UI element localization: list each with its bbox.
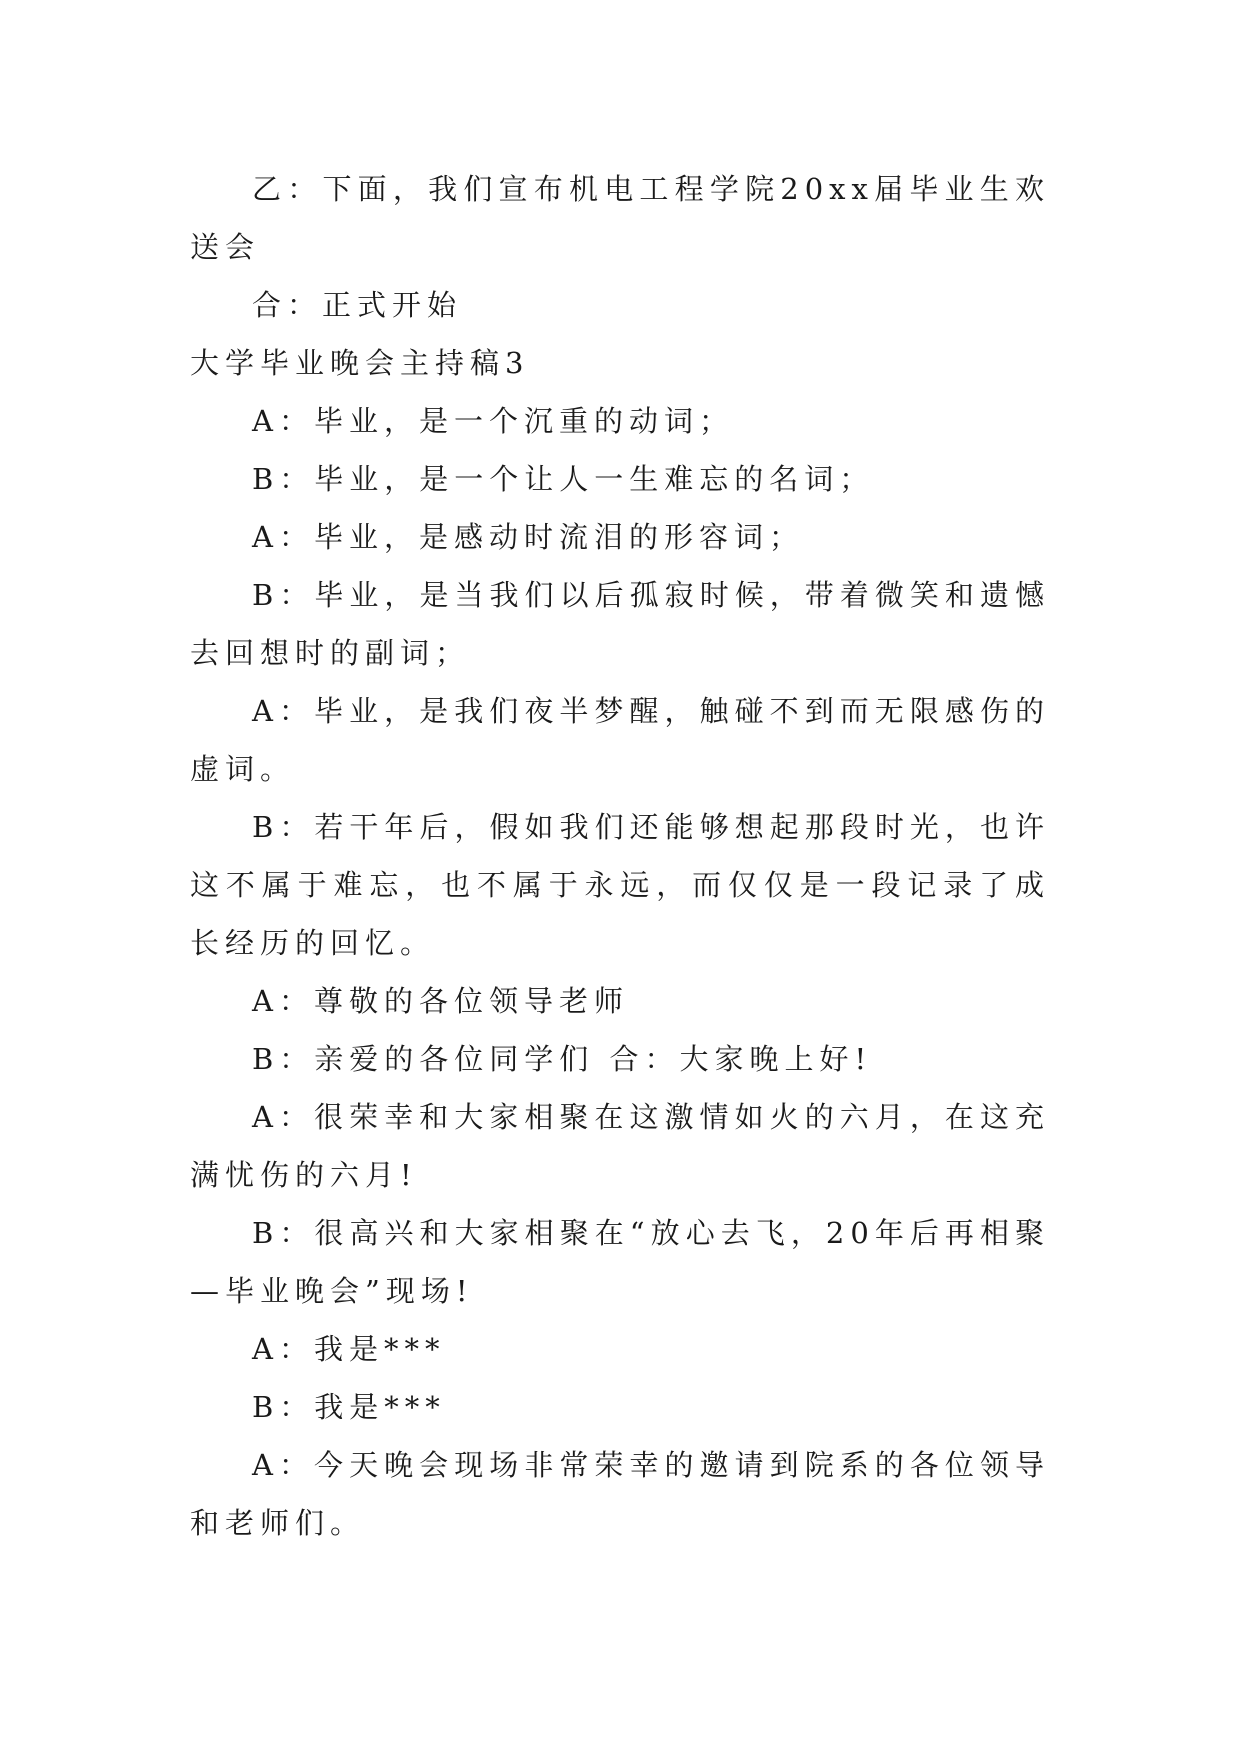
paragraph: B：毕业，是一个让人一生难忘的名词； — [252, 462, 875, 496]
paragraph: B：我是*** — [252, 1390, 446, 1424]
paragraph: 乙：下面，我们宣布机电工程学院20xx届毕业生欢送会 — [190, 172, 1050, 264]
paragraph: A：我是*** — [252, 1332, 446, 1366]
paragraph: A：尊敬的各位领导老师 — [252, 984, 629, 1018]
document-body — [190, 160, 1050, 1552]
paragraph: A：很荣幸和大家相聚在这激情如火的六月，在这充满忧伤的六月! — [190, 1100, 1050, 1192]
paragraph: A：毕业，是感动时流泪的形容词； — [252, 520, 804, 554]
paragraph: A：毕业，是一个沉重的动词； — [252, 404, 734, 438]
paragraph: B：若干年后，假如我们还能够想起那段时光，也许这不属于难忘，也不属于永远，而仅仅是一段记录了成长经历的回忆。 — [190, 810, 1050, 960]
paragraph: B：毕业，是当我们以后孤寂时候，带着微笑和遗憾去回想时的副词； — [190, 578, 1050, 670]
paragraph: B：亲爱的各位同学们 合：大家晚上好! — [252, 1042, 873, 1076]
paragraph: B：很高兴和大家相聚在“放心去飞，20年后再相聚—毕业晚会”现场! — [190, 1216, 1050, 1308]
section-title: 大学毕业晚会主持稿3 — [190, 346, 530, 380]
paragraph: 合：正式开始 — [252, 288, 463, 322]
paragraph: A：今天晚会现场非常荣幸的邀请到院系的各位领导和老师们。 — [190, 1448, 1050, 1540]
paragraph: A：毕业，是我们夜半梦醒，触碰不到而无限感伤的虚词。 — [190, 694, 1050, 786]
